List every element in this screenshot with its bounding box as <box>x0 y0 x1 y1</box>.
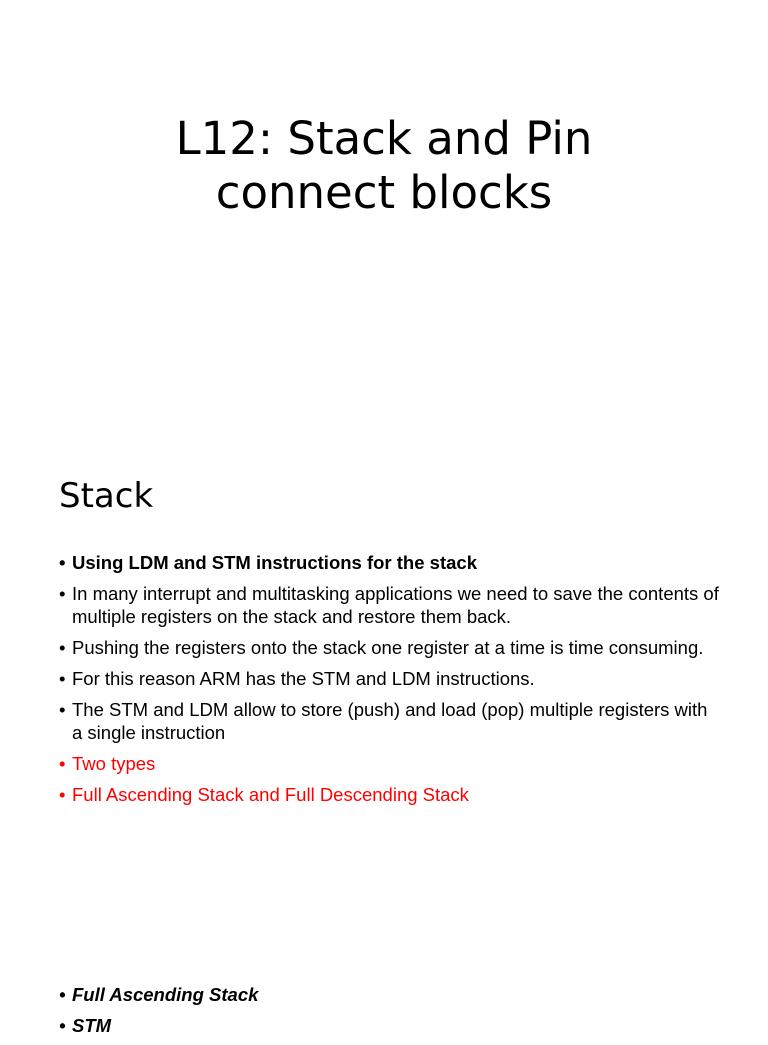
bullet-dot-icon: • <box>59 668 66 689</box>
bullet-text: The STM and LDM allow to store (push) and load (pop) multiple registers with a single instruction <box>72 699 708 743</box>
bullet-dot-icon: • <box>59 753 66 774</box>
bullet-text: In many interrupt and multitasking applications we need to save the contents of multiple registers on the stack and restore them back. <box>72 583 719 627</box>
bullet-item <box>59 1014 719 1037</box>
title-line-1: L12: Stack and Pin <box>175 112 593 165</box>
section-heading: Stack <box>59 476 154 516</box>
bullet-text: Pushing the registers onto the stack one register at a time is time consuming. <box>72 637 704 658</box>
title-line-2: connect blocks <box>215 166 553 219</box>
bullet-text: Using LDM and STM instructions for the stack <box>72 552 477 573</box>
bullet-item-highlight <box>59 783 719 806</box>
slide-title <box>0 112 768 220</box>
bullet-item-highlight <box>59 752 719 775</box>
bullet-item <box>59 551 719 574</box>
bullet-dot-icon: • <box>59 583 66 604</box>
bullet-item <box>59 698 719 744</box>
bullet-text: Two types <box>72 753 156 774</box>
bullet-item <box>59 983 719 1006</box>
bullet-item <box>59 636 719 659</box>
bullet-dot-icon: • <box>59 637 66 658</box>
bullet-item <box>59 582 719 628</box>
bullet-text: STM <box>72 1015 112 1036</box>
bullet-dot-icon: • <box>59 984 66 1005</box>
bullet-list <box>59 551 719 814</box>
bullet-dot-icon: • <box>59 699 66 720</box>
bullet-dot-icon: • <box>59 784 66 805</box>
bullet-list-next-slide <box>59 983 719 1045</box>
bullet-dot-icon: • <box>59 1015 66 1036</box>
bullet-item <box>59 667 719 690</box>
bullet-text: Full Ascending Stack <box>72 984 259 1005</box>
bullet-text: For this reason ARM has the STM and LDM instructions. <box>72 668 535 689</box>
bullet-dot-icon: • <box>59 552 66 573</box>
bullet-text: Full Ascending Stack and Full Descending Stack <box>72 784 469 805</box>
